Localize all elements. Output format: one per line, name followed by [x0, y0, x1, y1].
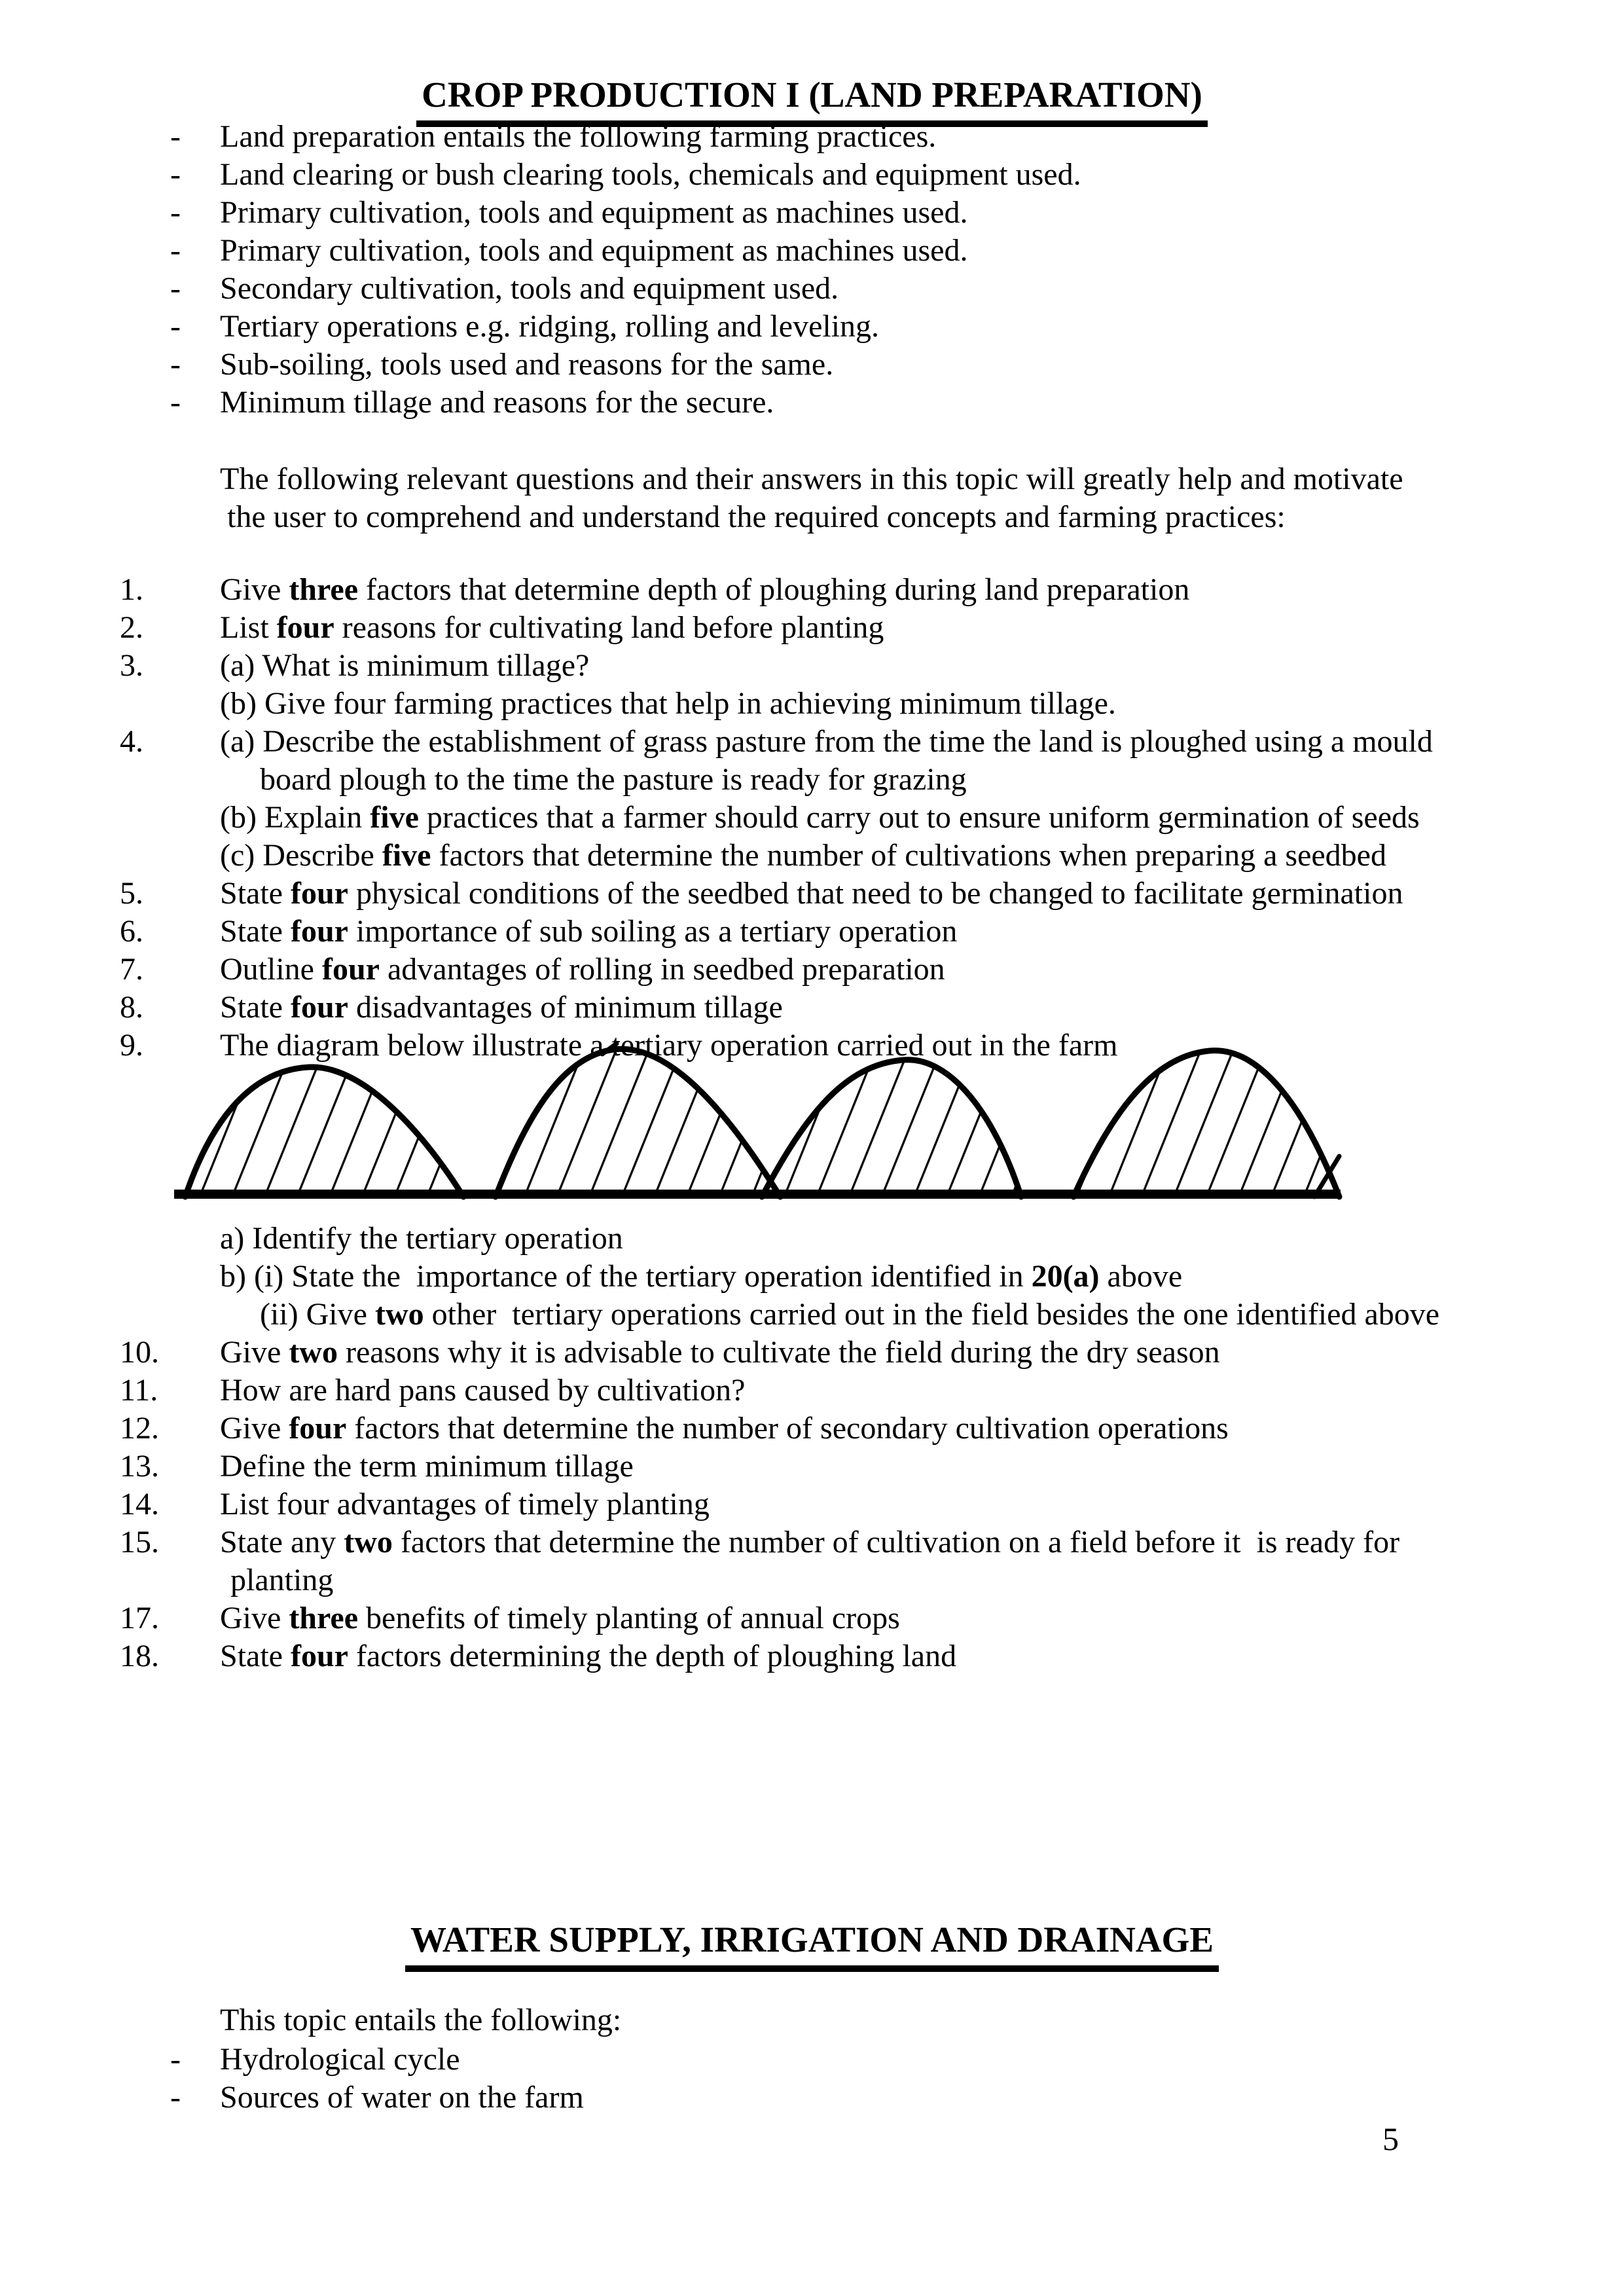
text-segment-bold: four	[289, 1411, 347, 1446]
question-text	[220, 1599, 900, 1637]
question-text	[220, 1258, 1182, 1296]
question-number: 13.	[120, 1449, 159, 1484]
question-text	[220, 1220, 623, 1258]
bullet-marker: -	[170, 271, 181, 306]
question-text	[220, 1334, 1220, 1372]
intro-text: the user to comprehend and understand the required concepts and farming practices:	[227, 500, 1286, 534]
text-segment: Outline	[220, 952, 322, 987]
question-number: 14.	[120, 1487, 159, 1522]
question-text	[220, 1410, 1229, 1448]
text-segment-bold: four	[290, 990, 348, 1025]
text-segment: State	[220, 914, 291, 949]
text-segment-bold: two	[374, 1297, 424, 1332]
text-segment: factors that determine the number of secondary cultivation operations	[346, 1411, 1229, 1446]
question-text	[220, 609, 884, 647]
bullet-marker: -	[170, 195, 181, 230]
text-segment-bold: four	[276, 610, 334, 645]
text-segment: List	[220, 610, 277, 645]
text-segment: disadvantages of minimum tillage	[348, 990, 783, 1025]
question-number: 8.	[120, 990, 143, 1025]
question-text	[260, 761, 967, 799]
question-text	[230, 1561, 333, 1599]
section2-title	[0, 1918, 1624, 1972]
text-segment-bold: four	[321, 952, 380, 987]
question-number: 4.	[120, 724, 143, 759]
question-number: 3.	[120, 648, 143, 683]
question-text	[220, 951, 945, 989]
text-segment: Give	[220, 1335, 289, 1370]
question-number: 5.	[120, 876, 143, 911]
question-text	[220, 837, 1386, 875]
question-text	[220, 571, 1189, 609]
question-number: 12.	[120, 1411, 159, 1446]
text-segment-bold: five	[370, 800, 419, 835]
text-segment-bold: two	[344, 1525, 393, 1559]
question-text	[220, 1372, 745, 1410]
text-segment-bold: four	[290, 914, 348, 949]
question-text	[220, 647, 589, 685]
bullet-text: Tertiary operations e.g. ridging, rolling and leveling.	[220, 309, 880, 344]
bullet-text: Secondary cultivation, tools and equipment used.	[220, 271, 839, 306]
bullet-marker: -	[170, 119, 181, 154]
text-segment-bold: four	[290, 1639, 348, 1673]
question-number: 10.	[120, 1335, 159, 1370]
text-segment: Give	[220, 1411, 289, 1446]
text-segment: (a) Describe the establishment of grass pasture from the time the land is ploughed using a mould	[220, 724, 1433, 759]
text-segment: advantages of rolling in seedbed preparation	[379, 952, 945, 987]
question-number: 2.	[120, 610, 143, 645]
text-segment: State any	[220, 1525, 344, 1559]
bullet-marker: -	[170, 347, 181, 382]
text-segment: factors that determine depth of ploughing during land preparation	[358, 572, 1190, 607]
text-segment: The diagram below illustrate a tertiary operation carried out in the farm	[220, 1028, 1118, 1063]
text-segment-bold: four	[290, 876, 348, 911]
question-number: 18.	[120, 1639, 159, 1673]
question-text	[220, 875, 1403, 913]
text-segment: State	[220, 1639, 291, 1673]
question-text	[260, 1296, 1439, 1334]
question-number: 7.	[120, 952, 143, 987]
bullet-text: Land clearing or bush clearing tools, chemicals and equipment used.	[220, 157, 1081, 192]
text-segment: above	[1099, 1259, 1183, 1294]
text-segment: practices that a farmer should carry out to ensure uniform germination of seeds	[418, 800, 1420, 835]
bullet-text: Sources of water on the farm	[220, 2080, 584, 2115]
text-segment: b) (i) State the importance of the tertiary operation identified in	[220, 1259, 1032, 1294]
question-number: 6.	[120, 914, 143, 949]
intro-text: The following relevant questions and their answers in this topic will greatly help and motivate	[220, 462, 1403, 496]
section2-title-text: WATER SUPPLY, IRRIGATION AND DRAINAGE	[405, 1918, 1219, 1972]
text-segment: Give	[220, 572, 289, 607]
text-segment: other tertiary operations carried out in the field besides the one identified above	[424, 1297, 1440, 1332]
section1-title-text: CROP PRODUCTION I (LAND PREPARATION)	[416, 73, 1208, 127]
text-segment: benefits of timely planting of annual crops	[358, 1601, 900, 1635]
text-segment: (a) What is minimum tillage?	[220, 648, 590, 683]
question-text	[220, 685, 1116, 723]
question-number: 17.	[120, 1601, 159, 1635]
question-number: 9.	[120, 1028, 143, 1063]
text-segment: reasons why it is advisable to cultivate the field during the dry season	[337, 1335, 1220, 1370]
text-segment: Define the term minimum tillage	[220, 1449, 634, 1484]
text-segment: (c) Describe	[220, 838, 382, 873]
bullet-text: Primary cultivation, tools and equipment as machines used.	[220, 195, 968, 230]
question-text	[220, 913, 957, 951]
text-segment: State	[220, 990, 291, 1025]
text-segment: (ii) Give	[260, 1297, 375, 1332]
page-number: 5	[1382, 2121, 1399, 2157]
text-segment: How are hard pans caused by cultivation?	[220, 1373, 746, 1408]
bullet-marker: -	[170, 309, 181, 344]
ridges-diagram	[164, 1038, 1348, 1205]
text-segment-bold: 20(a)	[1031, 1259, 1100, 1294]
question-number: 1.	[120, 572, 143, 607]
question-text	[220, 723, 1433, 761]
text-segment: planting	[230, 1563, 334, 1597]
bullet-marker: -	[170, 2042, 181, 2077]
question-text	[220, 989, 783, 1027]
question-text	[220, 1637, 956, 1675]
question-number: 15.	[120, 1525, 159, 1559]
text-segment: State	[220, 876, 291, 911]
text-segment-bold: two	[289, 1335, 338, 1370]
text-segment: a) Identify the tertiary operation	[220, 1221, 623, 1256]
bullet-text: Hydrological cycle	[220, 2042, 460, 2077]
bullet-marker: -	[170, 157, 181, 192]
text-segment: factors that determine the number of cultivations when preparing a seedbed	[431, 838, 1386, 873]
bullet-marker: -	[170, 385, 181, 420]
question-text	[220, 1485, 710, 1523]
text-segment: Give	[220, 1601, 289, 1635]
text-segment-bold: five	[382, 838, 431, 873]
text-segment: List four advantages of timely planting	[220, 1487, 710, 1522]
text-segment: board plough to the time the pasture is ready for grazing	[260, 762, 967, 797]
question-text	[220, 799, 1420, 837]
text-segment-bold: three	[289, 572, 359, 607]
text-segment: importance of sub soiling as a tertiary operation	[348, 914, 958, 949]
section2-intro-text: This topic entails the following:	[220, 2003, 622, 2037]
bullet-text: Land preparation entails the following farming practices.	[220, 119, 937, 154]
question-number: 11.	[120, 1373, 158, 1408]
bullet-text: Sub-soiling, tools used and reasons for the same.	[220, 347, 834, 382]
text-segment: (b) Explain	[220, 800, 370, 835]
text-segment-bold: three	[289, 1601, 359, 1635]
question-text	[220, 1448, 634, 1485]
text-segment: factors that determine the number of cultivation on a field before it is ready for	[392, 1525, 1400, 1559]
text-segment: reasons for cultivating land before planting	[334, 610, 884, 645]
text-segment: physical conditions of the seedbed that need to be changed to facilitate germination	[348, 876, 1403, 911]
bullet-text: Minimum tillage and reasons for the secure.	[220, 385, 774, 420]
bullet-marker: -	[170, 2080, 181, 2115]
bullet-text: Primary cultivation, tools and equipment as machines used.	[220, 233, 968, 268]
question-text	[220, 1523, 1399, 1561]
text-segment: factors determining the depth of ploughing land	[348, 1639, 957, 1673]
text-segment: (b) Give four farming practices that help in achieving minimum tillage.	[220, 686, 1116, 721]
bullet-marker: -	[170, 233, 181, 268]
